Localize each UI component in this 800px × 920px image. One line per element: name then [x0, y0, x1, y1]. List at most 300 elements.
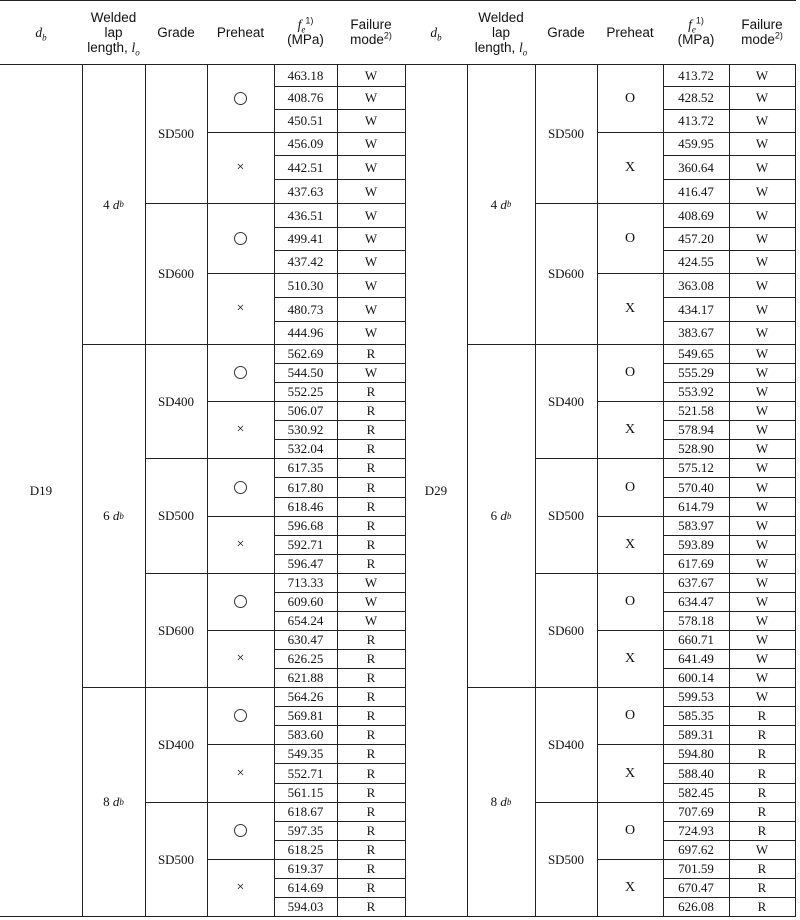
left-fe-value: 564.26: [287, 689, 324, 704]
left-failure-mode: W: [364, 207, 378, 223]
right-lap-length: 8 d b: [490, 794, 512, 809]
lo-subscript: o: [135, 47, 140, 58]
left-fe-value: 408.76: [287, 90, 324, 105]
rule-h: [274, 477, 405, 478]
left-fe-value: 437.63: [287, 183, 324, 199]
right-fe-value: 637.67: [678, 575, 714, 590]
left-preheat: [207, 802, 274, 859]
right-failure-mode: W: [755, 556, 769, 571]
right-fe-value: 589.31: [678, 727, 714, 742]
left-lap-length: 6 d b: [103, 508, 124, 523]
right-preheat: O: [624, 823, 636, 838]
right-fe-value: 413.72: [678, 67, 714, 83]
right-fe-value: 617.69: [678, 556, 714, 571]
grade-heading: Grade: [157, 24, 195, 40]
left-fe-value: 626.25: [287, 651, 324, 666]
preheat-circle-icon: [234, 824, 247, 837]
left-failure-mode: R: [366, 708, 376, 723]
header-db-right: $d_b$: [430, 24, 442, 43]
left-failure-mode: W: [364, 594, 378, 609]
left-preheat: [207, 687, 274, 744]
left-failure-mode: R: [366, 651, 376, 666]
left-fe-value: 510.30: [287, 277, 324, 293]
left-preheat: [207, 344, 274, 401]
left-fe-value: 569.81: [287, 708, 324, 723]
right-failure-mode: W: [755, 113, 769, 128]
right-fe-value: 588.40: [678, 765, 714, 781]
rule-h: [274, 86, 405, 87]
right-bar-size: D29: [424, 482, 448, 498]
right-failure-mode: R: [757, 708, 767, 723]
rule-h: [274, 783, 405, 784]
left-failure-mode: W: [364, 277, 378, 293]
right-fe-value: 593.89: [678, 537, 714, 552]
preheat-circle-icon: [234, 92, 247, 105]
preheat-circle-icon: [234, 366, 247, 379]
left-failure-mode: R: [366, 899, 376, 914]
right-fe-value: 724.93: [678, 823, 714, 838]
preheat-circle-icon: [234, 595, 247, 608]
left-failure-mode: R: [366, 727, 376, 742]
failure-footnote: 2): [383, 30, 392, 41]
left-grade: SD500: [157, 126, 195, 141]
right-preheat: X: [624, 160, 636, 175]
lap-line3: length,: [87, 39, 128, 55]
left-failure-mode: R: [366, 460, 376, 475]
rule-h: [274, 297, 405, 298]
right-preheat: O: [624, 230, 636, 246]
rule-h: [274, 155, 405, 156]
left-grade: SD500: [157, 851, 195, 867]
right-failure-mode: W: [755, 207, 769, 223]
left-fe-value: 437.42: [287, 254, 324, 269]
left-fe-value: 597.35: [287, 823, 324, 838]
left-failure-mode: R: [366, 346, 376, 361]
lap-multiplier: 6: [490, 508, 501, 523]
rule-h: [274, 802, 405, 803]
left-fe-value: 618.67: [287, 804, 324, 819]
right-lap-length: 4 d b: [490, 196, 512, 212]
rule-h: [274, 179, 405, 180]
rule-h: [274, 420, 405, 421]
right-failure-mode: R: [757, 880, 767, 895]
mpa-unit: (MPa): [287, 32, 324, 47]
rule-v: [663, 64, 664, 916]
right-fe-value: 428.52: [678, 90, 714, 105]
left-failure-mode: W: [364, 136, 378, 151]
rule-v: [274, 64, 275, 916]
lap-unit: d: [500, 794, 507, 809]
left-fe-value: 450.51: [287, 113, 324, 128]
right-failure-mode: W: [755, 518, 769, 533]
lap-unit: d: [112, 794, 120, 809]
right-fe-value: 521.58: [678, 403, 714, 418]
rule-v: [795, 64, 796, 916]
right-failure-mode: W: [755, 441, 769, 456]
header-fe-right: $f_e^{1)}$ (MPa): [677, 15, 715, 47]
left-preheat: [207, 203, 274, 273]
left-failure-mode: R: [366, 746, 376, 761]
left-fe-value: 630.47: [287, 632, 324, 647]
header-lap-left: [82, 0, 145, 64]
right-fe-value: 626.08: [678, 899, 714, 914]
rule-h: [274, 611, 405, 612]
left-failure-mode: R: [366, 403, 376, 418]
right-failure-mode: W: [755, 254, 769, 269]
rule-h: [274, 725, 405, 726]
left-fe-value: 436.51: [287, 207, 324, 223]
rule-h: [274, 497, 405, 498]
right-preheat: X: [624, 880, 636, 895]
left-fe-value: 713.33: [287, 575, 324, 590]
left-fe-value: 544.50: [287, 365, 324, 380]
right-preheat: O: [624, 708, 636, 723]
left-grade: SD600: [157, 266, 195, 281]
lap-multiplier: 8: [490, 794, 501, 809]
left-failure-mode: W: [364, 113, 378, 128]
rule-h: [274, 554, 405, 555]
rule-h: [274, 227, 405, 228]
db-symbol: d: [35, 24, 43, 40]
right-failure-mode: W: [755, 613, 769, 628]
header-grade-right: Grade: [547, 24, 585, 40]
right-failure-mode: W: [755, 689, 769, 704]
right-fe-value: 434.17: [678, 301, 714, 317]
left-fe-value: 549.35: [287, 746, 324, 761]
right-fe-value: 570.40: [678, 479, 714, 495]
right-grade: SD600: [547, 622, 585, 638]
lap-unit: d: [112, 508, 120, 523]
rule-h: [274, 516, 405, 517]
right-fe-value: 416.47: [678, 183, 714, 199]
left-failure-mode: W: [364, 159, 378, 175]
right-failure-mode: W: [755, 460, 769, 475]
right-failure-mode: W: [755, 403, 769, 418]
right-preheat: X: [624, 537, 636, 552]
rule-h: [274, 273, 405, 274]
lap-multiplier: 4: [490, 196, 501, 212]
left-fe-value: 530.92: [287, 422, 324, 437]
right-fe-value: 614.79: [678, 499, 714, 514]
right-fe-value: 600.14: [678, 670, 714, 685]
rule-h: [274, 897, 405, 898]
right-preheat: O: [624, 365, 636, 380]
right-failure-mode: W: [755, 575, 769, 590]
right-failure-mode: R: [757, 823, 767, 838]
left-failure-mode: W: [364, 254, 378, 269]
rule-h: [274, 878, 405, 879]
rule-h: [274, 535, 405, 536]
right-fe-value: 459.95: [678, 136, 714, 151]
fe-footnote: 1): [305, 15, 314, 26]
left-lap-length: 8 d b: [103, 794, 124, 809]
rule-h: [274, 649, 405, 650]
left-preheat: ×: [236, 765, 245, 781]
right-preheat: O: [624, 479, 636, 495]
right-grade: SD400: [547, 737, 585, 752]
left-preheat: ×: [236, 537, 245, 552]
left-failure-mode: R: [366, 842, 376, 857]
left-fe-value: 499.41: [287, 231, 324, 246]
left-fe-value: 583.60: [287, 727, 324, 742]
left-failure-mode: W: [364, 183, 378, 199]
header-fe-left: [274, 0, 337, 64]
left-fe-value: 618.25: [287, 842, 324, 857]
left-failure-mode: W: [364, 301, 378, 317]
right-failure-mode: R: [757, 804, 767, 819]
right-fe-value: 582.45: [678, 785, 714, 800]
right-fe-value: 553.92: [678, 384, 714, 399]
right-fe-value: 408.69: [678, 207, 714, 223]
right-fe-value: 707.69: [678, 804, 714, 819]
left-fe-value: 480.73: [287, 301, 324, 317]
left-failure-mode: R: [366, 479, 376, 495]
right-failure-mode: W: [755, 346, 769, 361]
right-failure-mode: R: [757, 861, 767, 876]
right-failure-mode: R: [757, 785, 767, 800]
header-failure-left: [337, 0, 405, 64]
rule-h: [274, 344, 405, 345]
right-preheat: X: [624, 422, 636, 437]
left-fe-value: 444.96: [287, 325, 324, 340]
left-failure-mode: W: [364, 575, 378, 590]
left-fe-value: 618.46: [287, 499, 324, 514]
right-fe-value: 575.12: [678, 460, 714, 475]
rule-v: [207, 64, 208, 916]
right-fe-value: 585.35: [678, 708, 714, 723]
right-preheat: O: [624, 594, 636, 609]
left-failure-mode: R: [366, 518, 376, 533]
right-fe-value: 697.62: [678, 842, 714, 857]
header-preheat-right: Preheat: [606, 24, 654, 40]
left-failure-mode: R: [366, 670, 376, 685]
left-failure-mode: W: [364, 613, 378, 628]
left-preheat: ×: [236, 160, 245, 175]
right-fe-value: 413.72: [678, 113, 714, 128]
left-fe-value: 532.04: [287, 441, 324, 456]
preheat-heading: Preheat: [216, 24, 265, 40]
right-fe-value: 634.47: [678, 594, 714, 609]
left-preheat: [207, 573, 274, 630]
right-failure-mode: R: [757, 765, 767, 781]
left-preheat: [207, 458, 274, 516]
right-failure-mode: W: [755, 632, 769, 647]
rule-h: [274, 859, 405, 860]
right-grade: SD500: [547, 851, 585, 867]
header-grade-left: [145, 0, 207, 64]
left-lap-length: 4 d b: [103, 196, 124, 212]
header-failure-right: Failure mode$^{2)}$: [741, 17, 783, 47]
rule-h: [0, 64, 796, 65]
right-failure-mode: W: [755, 159, 769, 175]
right-failure-mode: W: [755, 231, 769, 246]
right-failure-mode: W: [755, 842, 769, 857]
rule-v: [405, 64, 406, 916]
lap-line2: lap: [104, 24, 123, 40]
lap-unit: d: [500, 196, 507, 212]
failure-line1: Failure: [350, 17, 392, 32]
left-preheat: ×: [236, 651, 245, 666]
right-fe-value: 360.64: [678, 159, 714, 175]
right-fe-value: 670.47: [678, 880, 714, 895]
rule-v: [729, 64, 730, 916]
rule-h: [274, 687, 405, 688]
right-grade: SD400: [547, 393, 585, 409]
left-fe-value: 596.47: [287, 556, 324, 571]
right-grade: SD500: [547, 508, 585, 523]
right-fe-value: 363.08: [678, 277, 714, 293]
rule-h: [274, 744, 405, 745]
left-preheat: ×: [236, 301, 245, 316]
lap-unit: d: [500, 508, 507, 523]
right-lap-length: 6 d b: [490, 508, 512, 523]
right-failure-mode: W: [755, 301, 769, 317]
rule-h: [274, 840, 405, 841]
preheat-circle-icon: [234, 481, 247, 494]
lo-symbol: l: [131, 39, 136, 55]
left-fe-value: 592.71: [287, 537, 324, 552]
right-failure-mode: W: [755, 67, 769, 83]
lap-multiplier: 8: [103, 794, 113, 809]
left-failure-mode: R: [366, 785, 376, 800]
left-grade: SD400: [157, 393, 195, 409]
right-fe-value: 555.29: [678, 365, 714, 380]
left-failure-mode: R: [366, 441, 376, 456]
left-fe-value: 609.60: [287, 594, 324, 609]
right-failure-mode: W: [755, 479, 769, 495]
left-failure-mode: R: [366, 556, 376, 571]
left-fe-value: 614.69: [287, 880, 324, 895]
header-db-left: [0, 0, 82, 64]
right-fe-value: 660.71: [678, 632, 714, 647]
right-failure-mode: R: [757, 727, 767, 742]
lap-unit: d: [112, 196, 120, 212]
right-preheat: O: [624, 90, 636, 106]
right-preheat: X: [624, 301, 636, 316]
right-failure-mode: R: [757, 899, 767, 914]
right-fe-value: 599.53: [678, 689, 714, 704]
right-failure-mode: R: [757, 746, 767, 761]
left-failure-mode: R: [366, 804, 376, 819]
left-preheat: [207, 64, 274, 132]
right-failure-mode: W: [755, 183, 769, 199]
rule-h: [274, 763, 405, 764]
right-failure-mode: W: [755, 651, 769, 666]
rule-h: [274, 203, 405, 204]
preheat-circle-icon: [234, 709, 247, 722]
left-fe-value: 552.25: [287, 384, 324, 399]
left-failure-mode: R: [366, 422, 376, 437]
rule-h: [274, 592, 405, 593]
failure-line2: mode: [350, 32, 384, 47]
rule-h: [274, 630, 405, 631]
rule-h: [0, 0, 796, 1]
right-failure-mode: W: [755, 277, 769, 293]
rule-v: [535, 64, 536, 916]
rule-h: [274, 668, 405, 669]
preheat-circle-icon: [234, 232, 247, 245]
right-fe-value: 594.80: [678, 746, 714, 761]
left-preheat: ×: [236, 880, 245, 895]
right-fe-value: 457.20: [678, 231, 714, 246]
right-failure-mode: W: [755, 90, 769, 105]
header-preheat-left: [207, 0, 274, 64]
left-failure-mode: R: [366, 765, 376, 781]
left-fe-value: 621.88: [287, 670, 324, 685]
left-failure-mode: R: [366, 823, 376, 838]
left-fe-value: 617.35: [287, 460, 324, 475]
left-grade: SD400: [157, 737, 195, 752]
rule-h: [274, 458, 405, 459]
left-fe-value: 594.03: [287, 899, 324, 914]
rule-h: [274, 132, 405, 133]
left-failure-mode: R: [366, 689, 376, 704]
rule-h: [0, 916, 796, 917]
right-failure-mode: W: [755, 384, 769, 399]
left-fe-value: 596.68: [287, 518, 324, 533]
left-fe-value: 552.71: [287, 765, 324, 781]
db-subscript: b: [42, 32, 47, 43]
right-fe-value: 528.90: [678, 441, 714, 456]
left-bar-size: D19: [29, 482, 53, 498]
right-fe-value: 424.55: [678, 254, 714, 269]
right-preheat: X: [624, 651, 636, 666]
lap-multiplier: 6: [103, 508, 113, 523]
rule-v: [597, 64, 598, 916]
rule-h: [274, 573, 405, 574]
left-fe-value: 463.18: [287, 67, 324, 83]
header-lap-right: Welded lap length, $l_o$: [474, 9, 528, 58]
left-failure-mode: R: [366, 880, 376, 895]
lap-line1: Welded: [90, 9, 137, 25]
rule-v: [467, 64, 468, 916]
left-fe-value: 654.24: [287, 613, 324, 628]
right-fe-value: 549.65: [678, 346, 714, 361]
left-failure-mode: R: [366, 384, 376, 399]
left-fe-value: 506.07: [287, 403, 324, 418]
rule-h: [274, 706, 405, 707]
right-failure-mode: W: [755, 325, 769, 340]
left-failure-mode: R: [366, 499, 376, 514]
rule-h: [274, 109, 405, 110]
right-failure-mode: W: [755, 422, 769, 437]
left-failure-mode: W: [364, 365, 378, 380]
right-failure-mode: W: [755, 365, 769, 380]
right-fe-value: 583.97: [678, 518, 714, 533]
right-preheat: X: [624, 765, 636, 781]
left-failure-mode: W: [364, 231, 378, 246]
left-fe-value: 561.15: [287, 785, 324, 800]
right-failure-mode: W: [755, 499, 769, 514]
rule-v: [337, 64, 338, 916]
left-fe-value: 617.80: [287, 479, 324, 495]
left-failure-mode: W: [364, 67, 378, 83]
left-fe-value: 619.37: [287, 861, 324, 876]
right-fe-value: 641.49: [678, 651, 714, 666]
rule-v: [145, 64, 146, 916]
right-fe-value: 701.59: [678, 861, 714, 876]
right-failure-mode: W: [755, 537, 769, 552]
left-preheat: ×: [236, 422, 245, 437]
right-fe-value: 383.67: [678, 325, 714, 340]
left-failure-mode: R: [366, 537, 376, 552]
lap-multiplier: 4: [103, 196, 113, 212]
left-failure-mode: W: [364, 90, 378, 105]
left-failure-mode: R: [366, 861, 376, 876]
rule-h: [274, 401, 405, 402]
rule-h: [274, 250, 405, 251]
rule-h: [274, 321, 405, 322]
